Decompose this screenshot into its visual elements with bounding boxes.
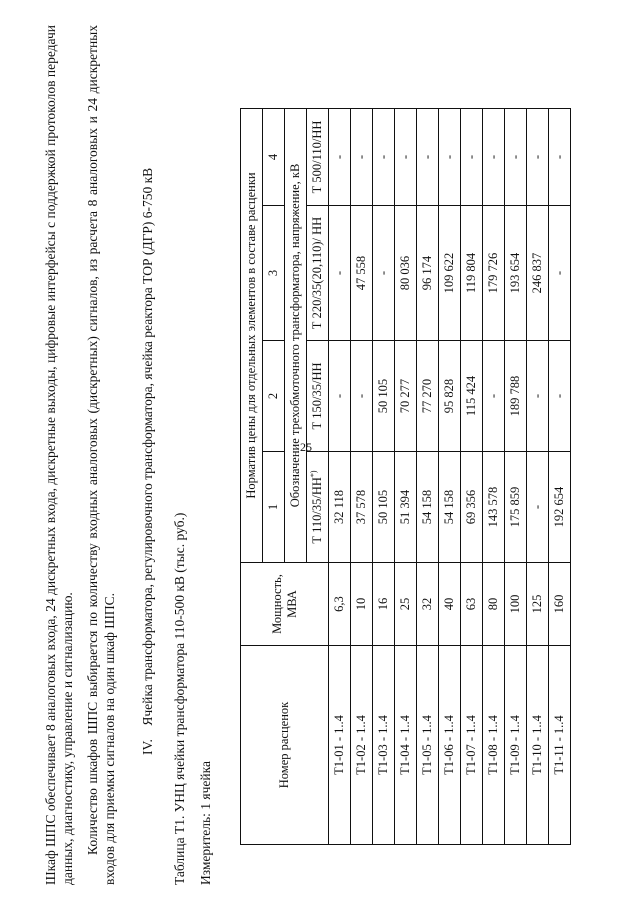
table-row <box>351 109 373 845</box>
row-value-4: - <box>417 109 439 206</box>
row-value-3: 193 654 <box>505 206 527 341</box>
type-t220: Т 220/35(20,110)/ НН <box>307 206 329 341</box>
row-value-3: - <box>373 206 395 341</box>
row-value-4: - <box>373 109 395 206</box>
row-value-3: 119 804 <box>461 206 483 341</box>
type-t500: Т 500/110/НН <box>307 109 329 206</box>
row-power: 63 <box>461 563 483 646</box>
row-value-3: - <box>329 206 351 341</box>
row-code: Т1-06 - 1..4 <box>439 646 461 845</box>
row-value-2: 70 277 <box>395 341 417 452</box>
row-power: 16 <box>373 563 395 646</box>
row-power: 125 <box>527 563 549 646</box>
row-value-3: 96 174 <box>417 206 439 341</box>
table-row <box>483 109 505 845</box>
measure-unit: Измеритель: 1 ячейка <box>198 761 213 885</box>
col-num-4: 4 <box>263 109 285 206</box>
price-table <box>240 108 571 845</box>
row-value-1: 143 578 <box>483 452 505 563</box>
row-value-4: - <box>549 109 571 206</box>
row-power: 6,3 <box>329 563 351 646</box>
row-value-2: 95 828 <box>439 341 461 452</box>
row-value-3: 109 622 <box>439 206 461 341</box>
row-value-2: 77 270 <box>417 341 439 452</box>
row-value-4: - <box>483 109 505 206</box>
row-value-1: 50 105 <box>373 452 395 563</box>
row-value-1: 37 578 <box>351 452 373 563</box>
col-num-3: 3 <box>263 206 285 341</box>
row-value-4: - <box>395 109 417 206</box>
row-code: Т1-02 - 1..4 <box>351 646 373 845</box>
row-value-2: - <box>483 341 505 452</box>
row-power: 10 <box>351 563 373 646</box>
row-power: 160 <box>549 563 571 646</box>
row-value-3: 80 036 <box>395 206 417 341</box>
row-value-3: 246 837 <box>527 206 549 341</box>
row-value-4: - <box>439 109 461 206</box>
table-caption: Таблица Т1. УНЦ ячейки трансформатора 110-500 кВ (тыс. руб.) <box>172 512 187 885</box>
row-power: 32 <box>417 563 439 646</box>
row-value-2: - <box>329 341 351 452</box>
row-value-4: - <box>505 109 527 206</box>
header-code: Номер расценок <box>241 646 329 845</box>
row-value-2: 115 424 <box>461 341 483 452</box>
table-row <box>373 109 395 845</box>
row-code: Т1-09 - 1..4 <box>505 646 527 845</box>
table-row <box>395 109 417 845</box>
row-value-4: - <box>461 109 483 206</box>
row-value-2: - <box>549 341 571 452</box>
row-value-2: 189 788 <box>505 341 527 452</box>
row-power: 25 <box>395 563 417 646</box>
row-value-4: - <box>351 109 373 206</box>
header-norm: Норматив цены для отдельных элементов в составе расценки <box>241 109 263 563</box>
row-value-2: - <box>527 341 549 452</box>
row-code: Т1-08 - 1..4 <box>483 646 505 845</box>
header-designation: Обозначение трехобмоточного трансформатора, напряжение, кВ <box>285 109 307 563</box>
row-power: 40 <box>439 563 461 646</box>
row-code: Т1-01 - 1..4 <box>329 646 351 845</box>
table-row <box>329 109 351 845</box>
table-row <box>417 109 439 845</box>
table-row <box>549 109 571 845</box>
row-code: Т1-07 - 1..4 <box>461 646 483 845</box>
table-row <box>439 109 461 845</box>
type-t110 <box>307 452 329 563</box>
row-value-1: 54 158 <box>439 452 461 563</box>
section-heading: IV. Ячейка трансформатора, регулировочного трансформатора, ячейка реактора ТОР (ДГР) 6-750 кВ <box>140 167 155 755</box>
row-code: Т1-03 - 1..4 <box>373 646 395 845</box>
paragraph-shps-count: Количество шкафов ШПС выбирается по количеству входных аналоговых (дискретных) сигналов, из расчета 8 аналоговых и 24 дискретных входов для приемки сигналов на один шкаф ШПС. <box>85 25 117 885</box>
table-row <box>505 109 527 845</box>
row-value-2: 50 105 <box>373 341 395 452</box>
row-value-3: 47 558 <box>351 206 373 341</box>
row-value-1: 54 158 <box>417 452 439 563</box>
rotated-page-content <box>30 15 610 885</box>
row-value-2: - <box>351 341 373 452</box>
row-value-1: 32 118 <box>329 452 351 563</box>
row-power: 80 <box>483 563 505 646</box>
col-num-1: 1 <box>263 452 285 563</box>
table-row <box>461 109 483 845</box>
row-value-1: 51 394 <box>395 452 417 563</box>
type-t110-label: Т 110/35/НН <box>310 477 325 544</box>
row-code: Т1-10 - 1..4 <box>527 646 549 845</box>
row-code: Т1-05 - 1..4 <box>417 646 439 845</box>
row-value-4: - <box>329 109 351 206</box>
row-value-4: - <box>527 109 549 206</box>
row-value-1: - <box>527 452 549 563</box>
row-code: Т1-04 - 1..4 <box>395 646 417 845</box>
row-value-1: 69 356 <box>461 452 483 563</box>
row-value-3: 179 726 <box>483 206 505 341</box>
row-value-1: 192 654 <box>549 452 571 563</box>
header-power: Мощность, МВА <box>241 563 329 646</box>
row-power: 100 <box>505 563 527 646</box>
col-num-2: 2 <box>263 341 285 452</box>
row-value-3: - <box>549 206 571 341</box>
page-number: 25 <box>300 440 312 454</box>
row-value-1: 175 859 <box>505 452 527 563</box>
row-code: Т1-11 - 1..4 <box>549 646 571 845</box>
footnote-mark: *) <box>309 470 319 478</box>
paragraph-shps-capabilities: Шкаф ШПС обеспечивает 8 аналоговых входа, 24 дискретных входа, дискретные выходы, цифровые интерфейсы с поддержкой протоколов передачи данных, диагностику, управление и сигнализацию. <box>43 25 75 885</box>
table-row <box>527 109 549 845</box>
type-t150: Т 150/35/НН <box>307 341 329 452</box>
